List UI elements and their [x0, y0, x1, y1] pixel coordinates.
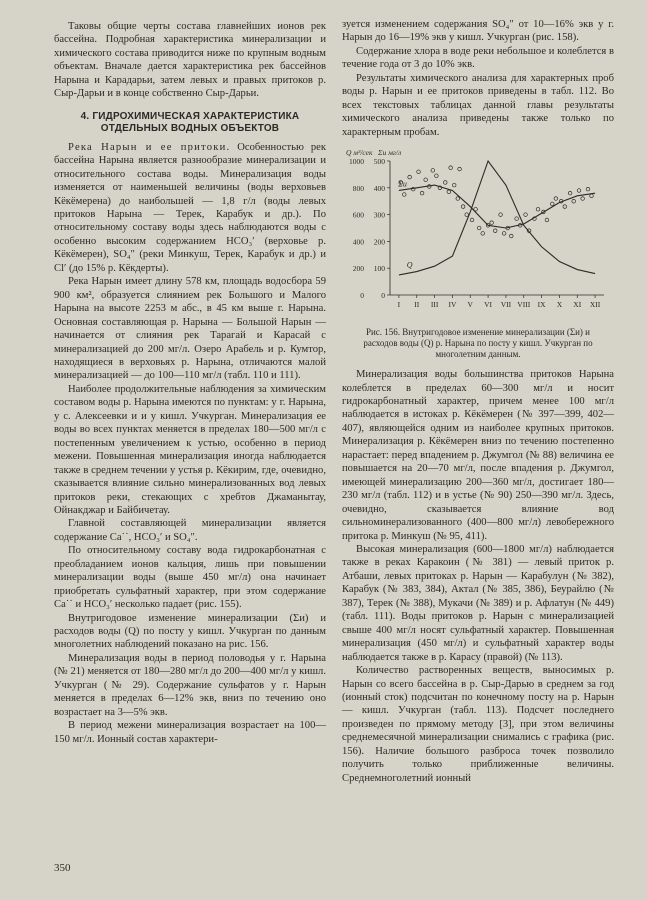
data-point-sigma	[563, 205, 567, 209]
data-point-sigma	[524, 213, 528, 217]
y-tick-label-sigma: 0	[381, 291, 385, 301]
data-point-sigma	[447, 190, 451, 194]
data-point-sigma	[470, 218, 474, 222]
paragraph-lead: Река Нарын и ее притоки.	[68, 141, 231, 153]
data-point-sigma	[493, 229, 497, 233]
right-column	[342, 18, 614, 785]
data-point-sigma	[590, 194, 594, 198]
paragraph-chlorine: Содержание хлора в воде реки небольшое и колеблется в течение года от 3 до 10% экв.	[342, 45, 614, 71]
data-point-sigma	[550, 202, 554, 206]
y-tick-label-sigma: 200	[373, 237, 385, 247]
data-point-sigma	[515, 217, 519, 221]
paragraph-composition: По относительному составу вода гидрокарбонатная с преобладанием ионов кальция, лишь при повышении минерализации воды (выше 450 мг/л) она начинает приобретать сульфатный характер, при этом содержание Ca˙˙ и HCO₃′ несколько падает (рис. 155).	[54, 545, 326, 611]
paragraph-ionic-runoff: Количество растворенных веществ, выносимых р. Нарын со всего бассейна в р. Сыр-Дарью в среднем за год (ионный сток) подсчитан по конечному посту на р. Нарын — кишл. Учкурган (табл. 113). Подсчет последнего произведен по прямому методу [3], при этом величины среднемесячной минерализации снимались с графика (рис. 156). Наличие большого разброса точек позволило получить только приближенные величины. Среднемноголетний ионный	[342, 665, 614, 784]
series-label-sigma: Σи	[398, 179, 407, 189]
data-point-sigma	[458, 167, 462, 171]
paragraph-flood: Минерализация воды в период половодья у г. Нарына (№ 21) меняется от 180—280 мг/л до 200—400 мг/л у кишл. Учкурган (№ 29). Содержание сульфатов у г. Нарын меняется в пределах 6—12% экв, вниз по течению оно возрастает на 3—5% экв.	[54, 652, 326, 718]
data-point-sigma	[477, 226, 481, 230]
x-tick-label: XI	[573, 300, 582, 310]
y-left-axis-label: Q м³/сек	[346, 148, 373, 158]
page-number: 350	[54, 862, 71, 874]
paragraph-naryn-length: Река Нарын имеет длину 578 км, площадь водосбора 59 900 км², образуется слиянием рек Большого и Малого Нарына на высоте 2253 м абс., в 45 км выше г. Нарына. Основная составляющая р. Нарына — Большой Нарын — начинается от слияния рек Тарагай и Карасай с минерализацией до 200 мг/л. Озеро Арабель и р. Кумтор, находящиеся в верховьях р. Нарына, отличаются малой минерализацией — до 100—110 мг/л (табл. 110 и 111).	[54, 276, 326, 382]
intro-paragraph: Таковы общие черты состава главнейших ионов рек бассейна. Подробная характеристика минерализации и химического состава приводится ниже по крупным водным объектам. Вначале дается характеристика рек бассейнов Нарына и Карадарьи, затем левых и правых притоков р. Сыр-Дарьи и в конце собственно Сыр-Дарьи.	[54, 21, 326, 100]
data-point-sigma	[417, 170, 421, 174]
x-tick-label: III	[430, 300, 439, 310]
paragraph-rest: Особенностью рек бассейна Нарына является разнообразие минерализации и относительного состава воды. Минерализация воды изменяется от наименьшей величины (воды верховьев Кёкёмерена) до наибольшей — 1,8 г/л (воды левых притоков Нарына — Терек, Карабук и др.). По относительному составу воды здесь наблюдаются воды с особенно высоким содержанием HCO₃′ (верховье р. Кёкёмерен), SO₄″ (реки Минкуш, Терек, Карабук и др.) и Cl′ (до 15% р. Кёкдерты).	[54, 141, 326, 274]
data-point-sigma	[545, 218, 549, 222]
paragraph-results: Результаты химического анализа для характерных проб воды р. Нарын и ее притоков приведены в табл. 112. Во всех текстовых таблицах данной главы результаты химического анализа приведены также только по характерным пробам.	[342, 72, 614, 138]
paragraph-low-water: В период межени минерализация возрастает на 100—150 мг/л. Ионный состав характери-	[54, 720, 326, 745]
data-point-sigma	[424, 178, 428, 182]
section-heading: 4. ГИДРОХИМИЧЕСКАЯ ХАРАКТЕРИСТИКА ОТДЕЛЬНЫХ ВОДНЫХ ОБЪЕКТОВ	[80, 110, 300, 134]
y-tick-label-sigma: 300	[373, 210, 385, 220]
data-point-sigma	[449, 166, 453, 170]
data-point-sigma	[474, 208, 478, 212]
figure-caption: Рис. 156. Внутригодовое изменение минерализации (Σи) и расходов воды (Q) р. Нарына по посту у кишл. Учкурган по многолетним данным.	[363, 327, 593, 360]
data-point-sigma	[581, 197, 585, 201]
y-tick-label-q: 200	[352, 264, 364, 274]
data-point-sigma	[452, 183, 456, 187]
data-point-sigma	[435, 174, 439, 178]
data-point-sigma	[536, 208, 540, 212]
x-tick-label: VIII	[517, 300, 531, 310]
x-tick-label: IV	[448, 300, 457, 310]
data-point-sigma	[461, 205, 465, 209]
x-tick-label: XII	[589, 300, 601, 310]
x-tick-label: VII	[500, 300, 512, 310]
data-point-sigma	[499, 213, 503, 217]
series-label-q: Q	[406, 260, 413, 270]
data-point-sigma	[408, 175, 412, 179]
y-right-axis-label: Σи мг/л	[378, 148, 402, 158]
data-point-sigma	[402, 193, 406, 197]
x-tick-label: V	[467, 300, 473, 310]
paragraph-continued: зуется изменением содержания SO₄″ от 10—16% экв у г. Нарын до 16—19% экв у кишл. Учкурган (рис. 158).	[342, 19, 614, 44]
data-point-sigma	[568, 191, 572, 195]
x-tick-label: IX	[537, 300, 546, 310]
data-point-sigma	[502, 232, 506, 236]
paragraph-tributaries: Минерализация воды большинства притоков Нарына колеблется в пределах 60—300 мг/л и носит гидрокарбонатный характер, причем менее 100 мг/л наблюдается в истоках р. Кёкёмерен (№ 397—399, 402—407), являющейся одним из наиболее крупных притоков. Минерализация р. Кёкёмерен вниз по течению постепенно нарастает: перед впадением р. Джумгол (№ 88) величина ее повышается на 20—70 мг/л, после впадения р. Джумгол, имеющей минерализацию 200—360 мг/л, достигает 180—230 мг/л (табл. 112) и в устье (№ 90) 250—390 мг/л. Здесь, очевидно, сказывается влияние вод сильноминерализованного (400—800 мг/л) левобережного притока р. Минкуш (№ 95, 411).	[342, 369, 614, 542]
data-point-sigma	[554, 197, 558, 201]
data-point-sigma	[431, 169, 435, 173]
paragraph-high-mineralization: Высокая минерализация (600—1800 мг/л) наблюдается также в реках Каракоин (№ 381) — левый приток р. Атбаши, левых притоках р. Нарын — Карабулун (№ 382), Карабук (№ 383, 384), Актал (№ 385, 386), Беурайлю (№ 387), Терек (№ 388), Мукачи (№ 389) и р. Афлатун (№ 449) (табл. 111). Воды притоков р. Нарын с минерализацией свыше 400 мг/л носят сульфатный характер. Повышенная минерализация (450 мг/л) и сульфатный характер воды наблюдается также в р. Карасу (правой) (№ 113).	[342, 543, 614, 663]
data-point-sigma	[481, 232, 485, 236]
chart	[342, 145, 614, 323]
data-point-sigma	[586, 187, 590, 191]
y-tick-label-q: 600	[352, 210, 364, 220]
data-point-sigma	[465, 213, 469, 217]
data-point-sigma	[572, 199, 576, 203]
y-tick-label-sigma: 100	[373, 264, 385, 274]
y-tick-label-sigma: 400	[373, 183, 385, 193]
data-point-sigma	[443, 181, 447, 185]
x-tick-label: X	[556, 300, 563, 310]
paragraph-naryn-intro	[54, 141, 326, 276]
y-tick-label-sigma: 500	[373, 157, 385, 167]
x-tick-label: I	[397, 300, 401, 310]
y-tick-label-q: 0	[360, 291, 364, 301]
y-tick-label-q: 1000	[349, 157, 364, 167]
left-column	[54, 20, 326, 746]
data-point-sigma	[456, 197, 460, 201]
paragraph-main-component: Главной составляющей минерализации является содержание Ca˙˙, HCO₃′ и SO₄″.	[54, 518, 326, 543]
data-point-sigma	[490, 221, 494, 225]
y-tick-label-q: 400	[352, 237, 364, 247]
x-tick-label: II	[414, 300, 420, 310]
y-tick-label-q: 800	[352, 183, 364, 193]
data-point-sigma	[420, 191, 424, 195]
x-tick-label: VI	[484, 300, 493, 310]
paragraph-intrayear: Внутригодовое изменение минерализации (Σи) и расходов воды (Q) по посту у кишл. Учкурган по данным многолетних наблюдений показано на рис. 156.	[54, 612, 326, 651]
figure-156	[342, 145, 614, 323]
series-line-q	[399, 161, 595, 275]
series-line-sigma	[399, 185, 595, 228]
data-point-sigma	[509, 234, 513, 238]
paragraph-observations: Наиболее продолжительные наблюдения за химическим составом воды р. Нарына имеются по пунктам: у г. Нарына, у с. Алексеевки и и у кишл. Учкурган. Минерализация ее воды во всех пунктах меняется в пределах 180—500 мг/л с постепенным увеличением к устью, особенно в период межени. Повышенная минерализация иногда наблюдается также в среднем течении у устья р. Кёкирим, где, очевидно, сказывается влияние сильно минерализованных вод левых притоков реки, стекающих с хребтов Джаманытау, Ойнакджар и Байбичетау.	[54, 383, 326, 516]
data-point-sigma	[577, 189, 581, 193]
